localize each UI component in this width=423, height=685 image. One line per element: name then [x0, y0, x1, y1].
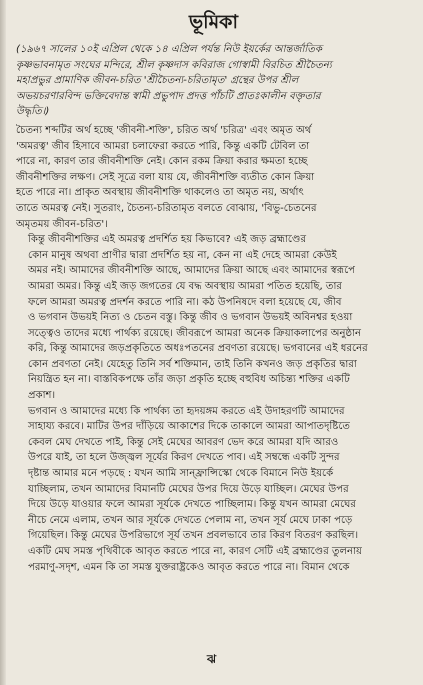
text-line: প্রকাশ। — [28, 390, 56, 402]
text-line: কৃষ্ণভাবনামৃত সংঘের মন্দিরে, শ্রীল কৃষ্ণদাস কবিরাজ গোস্বামী বিরচিত শ্রীচৈতন্য — [16, 59, 332, 71]
page-number: ঝ — [206, 652, 217, 666]
body-paragraph — [16, 232, 411, 404]
text-line: আমরা অমর। কিন্তু এই জড় জগতের যে বদ্ধ অবস্থায় আমরা পতিত হয়েছি, তার — [28, 280, 342, 292]
text-line: নীচে নেমে এলাম, তখন আর সূর্যকে দেখতে পেলাম না, তখন সূর্য মেঘে ঢাকা পড়ে — [28, 514, 353, 526]
text-line: 'অমরত্ব' জীব হিসাবে আমরা চলাফেরা করতে পারি, কিন্তু একটি টেবিল তা — [16, 140, 310, 152]
text-line: সাহায্য করবে। মাটির উপর দাঁড়িয়ে আকাশের দিকে তাকালে আমরা আপাতদৃষ্টিতে — [28, 421, 350, 433]
text-line: গিয়েছিল। কিন্তু মেঘের উপরিভাগে সূর্য তখন প্রবলভাবে তার কিরণ বিতরণ করছিল। — [28, 530, 359, 542]
text-line: হতে পারে না। প্রাকৃত অবস্থায় জীবনীশক্তি থাকলেও তা অমৃত নয়, অর্থাৎ — [16, 187, 304, 199]
text-line: কোন মানুষ অথবা প্রাণীর দ্বারা প্রদর্শিত হয় না, কেন না এই দেহে আমরা কেউই — [28, 249, 337, 261]
text-line: দৃষ্টান্ত আমার মনে পড়ছে : যখন আমি সান্‌ফ্রান্সিস্কো থেকে বিমানে নিউ ইয়র্কে — [28, 468, 334, 480]
text-line: ও ভগবান উভয়ই নিত্য ও চেতন বস্তু। কিন্তু জীব ও ভগবান উভয়ই অবিনশ্বর হওয়া — [28, 312, 353, 324]
text-line: চৈতন্য শব্দটির অর্থ হচ্ছে 'জীবনী-শক্তি', চরিত অর্থ 'চরিত্র' এবং অমৃত অর্থ — [16, 124, 312, 136]
text-line: অমর নই। আমাদের জীবনীশক্তি আছে, আমাদের ক্রিয়া আছে এবং আমাদের স্বরূপে — [28, 265, 355, 277]
text-line: পরমাণু-সদৃশ, এমন কি তা সমস্ত যুক্তরাষ্ট্রকেও আবৃত করতে পারে না। বিমান থেকে — [28, 561, 350, 573]
text-line: অমৃতময় জীবন-চরিত'। — [16, 218, 108, 230]
text-line: কোন প্রবণতা নেই। যেহেতু তিনি সর্ব শক্তিমান, তাই তিনি কখনও জড় প্রকৃতির দ্বারা — [28, 358, 357, 370]
intro-paragraph — [16, 42, 411, 120]
text-line: (১৯৬৭ সালের ১০ই এপ্রিল থেকে ১৪ এপ্রিল পর্যন্ত নিউ ইয়র্কের আন্তর্জাতিক — [16, 44, 322, 55]
page-title: ভূমিকা — [189, 11, 238, 33]
text-line: করি, কিন্তু আমাদের জড়প্রকৃতিতে অধঃপতনের প্রবণতা রয়েছে। ভগবানের এই ধরনের — [28, 343, 368, 355]
text-line: জীবনীশক্তির লক্ষণ। সেই সূত্রে বলা যায় যে, জীবনীশক্তি ব্যতীত কোন ক্রিয়া — [16, 171, 315, 183]
text-line: কিন্তু জীবনীশক্তির এই অমরত্ব প্রদর্শিত হয় কিভাবে? এই জড় ব্রহ্মাণ্ডের — [28, 234, 307, 246]
text-line: তাতে অমরত্ব নেই। সুতরাং, চৈতন্য-চরিতামৃত বলতে বোঝায়, 'বিভু-চেতনের — [16, 202, 317, 214]
body-text — [16, 42, 411, 575]
book-gutter-shadow — [0, 0, 6, 685]
text-line: উপরে যাই, তা হলে উজ্জ্বল সূর্যের কিরণ দেখতে পাব। এই সম্বন্ধে একটি সুন্দর — [28, 452, 340, 464]
body-paragraph — [16, 404, 411, 576]
text-line: একটি মেঘ সমস্ত পৃথিবীকে আবৃত করতে পারে না, কারণ সেটি এই ব্রহ্মাণ্ডের তুলনায় — [28, 546, 362, 557]
body-paragraph — [16, 123, 411, 232]
text-line: পারে না, কারণ তার জীবনীশক্তি নেই। কোন রকম ক্রিয়া করার ক্ষমতা হচ্ছে — [16, 156, 308, 168]
text-line: কেবল মেঘ দেখতে পাই, কিন্তু সেই মেঘের আবরণ ভেদ করে আমরা যদি আরও — [28, 436, 339, 448]
text-line: নিয়ন্ত্রিত হন না। বাস্তবিকপক্ষে তাঁর জড়া প্রকৃতি হচ্ছে বহুবিধ অচিন্ত্য শক্তির একটি — [28, 374, 350, 386]
text-line: দিয়ে উড়ে যাওয়ার ফলে আমরা সূর্যকে দেখতে পাচ্ছিলাম। কিন্তু যখন আমরা মেঘের — [28, 499, 356, 511]
text-line: অভয়চরণারবিন্দ ভক্তিবেদান্ত স্বামী প্রভুপাদ প্রদত্ত পাঁচটি প্রাতঃকালীন বক্তৃতার — [16, 90, 321, 102]
text-line: সত্ত্বেও তাদের মধ্যে পার্থক্য রয়েছে। জীবরূপে আমরা অনেক ক্রিয়াকলাপের অনুষ্ঠান — [28, 327, 362, 339]
text-line: ভগবান ও আমাদের মধ্যে কি পার্থক্য তা হৃদয়ঙ্গম করতে এই উদাহরণটি আমাদের — [28, 405, 345, 417]
text-line: ফলে আমরা অমরত্ব প্রদর্শন করতে পারি না। কঠ উপনিষদে বলা হয়েছে যে, জীব — [28, 296, 342, 308]
text-line: মহাপ্রভুর প্রামাণিক জীবন-চরিত 'শ্রীচৈতন্য-চরিতামৃত' গ্রন্থের উপর শ্রীল — [16, 75, 299, 87]
text-line: উদ্ধৃতি।) — [16, 106, 50, 118]
text-line: যাচ্ছিলাম, তখন আমাদের বিমানটি মেঘের উপর দিয়ে উড়ে যাচ্ছিল। মেঘের উপর — [28, 483, 349, 495]
